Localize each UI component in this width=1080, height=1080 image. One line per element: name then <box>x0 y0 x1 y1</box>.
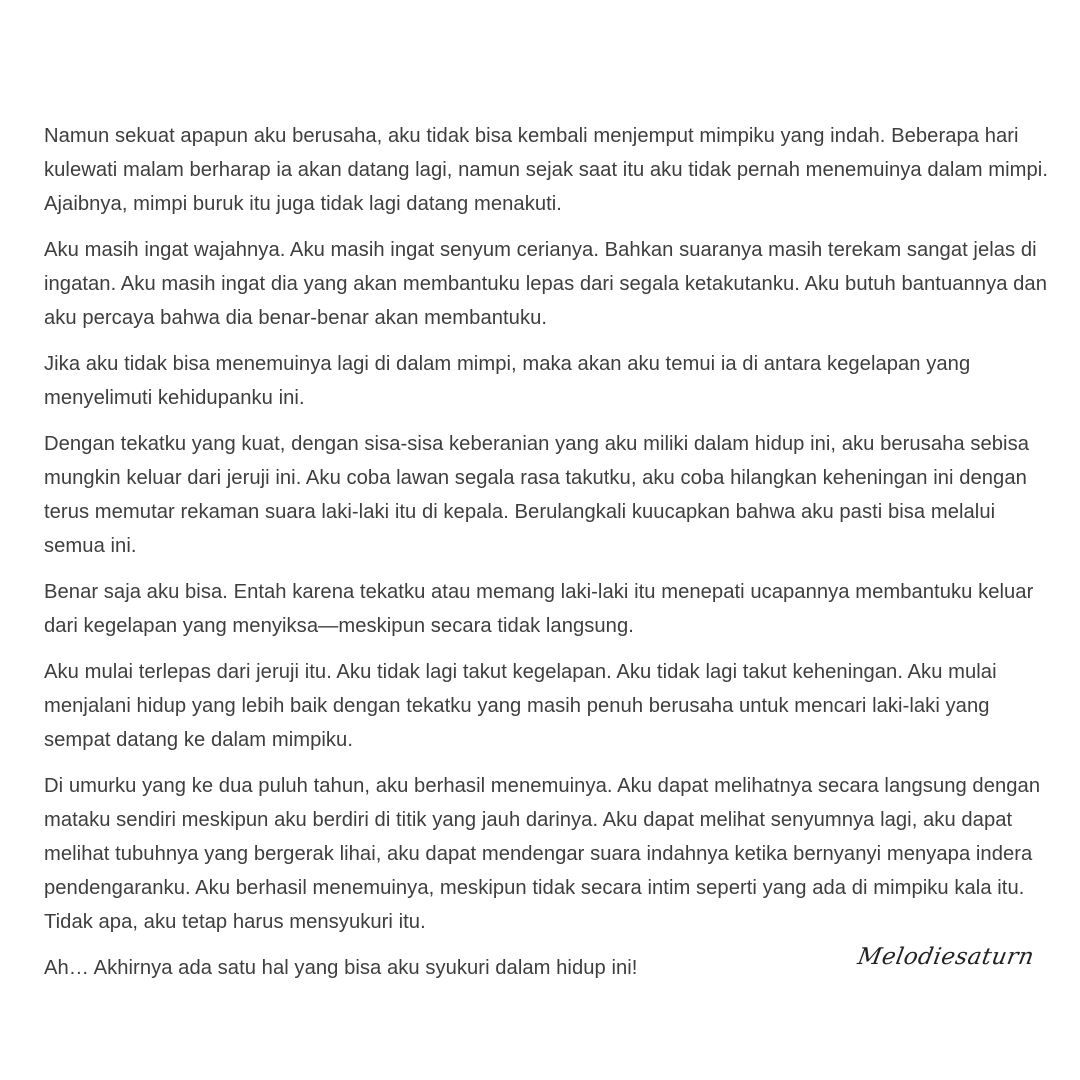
paragraph-1: Namun sekuat apapun aku berusaha, aku tidak bisa kembali menjemput mimpiku yang indah. Beberapa hari kulewati malam berharap ia akan datang lagi, namun sejak saat itu aku tidak pernah menemuinya dalam mimpi. Ajaibnya, mimpi buruk itu juga tidak lagi datang menakuti. <box>44 125 1048 215</box>
paragraph-3: Jika aku tidak bisa menemuinya lagi di dalam mimpi, maka akan aku temui ia di antara kegelapan yang menyelimuti kehidupanku ini. <box>44 353 971 409</box>
paragraph-4: Dengan tekatku yang kuat, dengan sisa-sisa keberanian yang aku miliki dalam hidup ini, aku berusaha sebisa mungkin keluar dari jeruji ini. Aku coba lawan segala rasa takutku, aku coba hilangkan keheningan ini dengan terus memutar rekaman suara laki-laki itu di kepala. Berulangkali kuucapkan bahwa aku pasti bisa melalui semua ini. <box>44 433 1029 557</box>
paragraph-5: Benar saja aku bisa. Entah karena tekatku atau memang laki-laki itu menepati ucapannya membantuku keluar dari kegelapan yang menyiksa—meskipun secara tidak langsung. <box>44 581 1034 637</box>
paragraph-7: Di umurku yang ke dua puluh tahun, aku berhasil menemuinya. Aku dapat melihatnya secara langsung dengan mataku sendiri meskipun aku berdiri di titik yang jauh darinya. Aku dapat melihat senyumnya lagi, aku dapat melihat tubuhnya yang bergerak lihai, aku dapat mendengar suara indahnya ketika bernyanyi menyapa indera pendengaranku. Aku berhasil menemuinya, meskipun tidak secara intim seperti yang ada di mimpiku kala itu. Tidak apa, aku tetap harus mensyukuri itu. <box>44 775 1041 933</box>
paragraph-2: Aku masih ingat wajahnya. Aku masih ingat senyum cerianya. Bahkan suaranya masih terekam sangat jelas di ingatan. Aku masih ingat dia yang akan membantuku lepas dari segala ketakutanku. Aku butuh bantuannya dan aku percaya bahwa dia benar-benar akan membantuku. <box>44 239 1047 329</box>
story-text <box>44 119 1054 985</box>
paragraph-6: Aku mulai terlepas dari jeruji itu. Aku tidak lagi takut kegelapan. Aku tidak lagi takut keheningan. Aku mulai menjalani hidup yang lebih baik dengan tekatku yang masih penuh berusaha untuk mencari laki-laki yang sempat datang ke dalam mimpiku. <box>44 661 997 751</box>
paragraph-8: Ah… Akhirnya ada satu hal yang bisa aku syukuri dalam hidup ini! <box>44 957 638 979</box>
author-signature: Melodiesaturn <box>855 944 1037 970</box>
